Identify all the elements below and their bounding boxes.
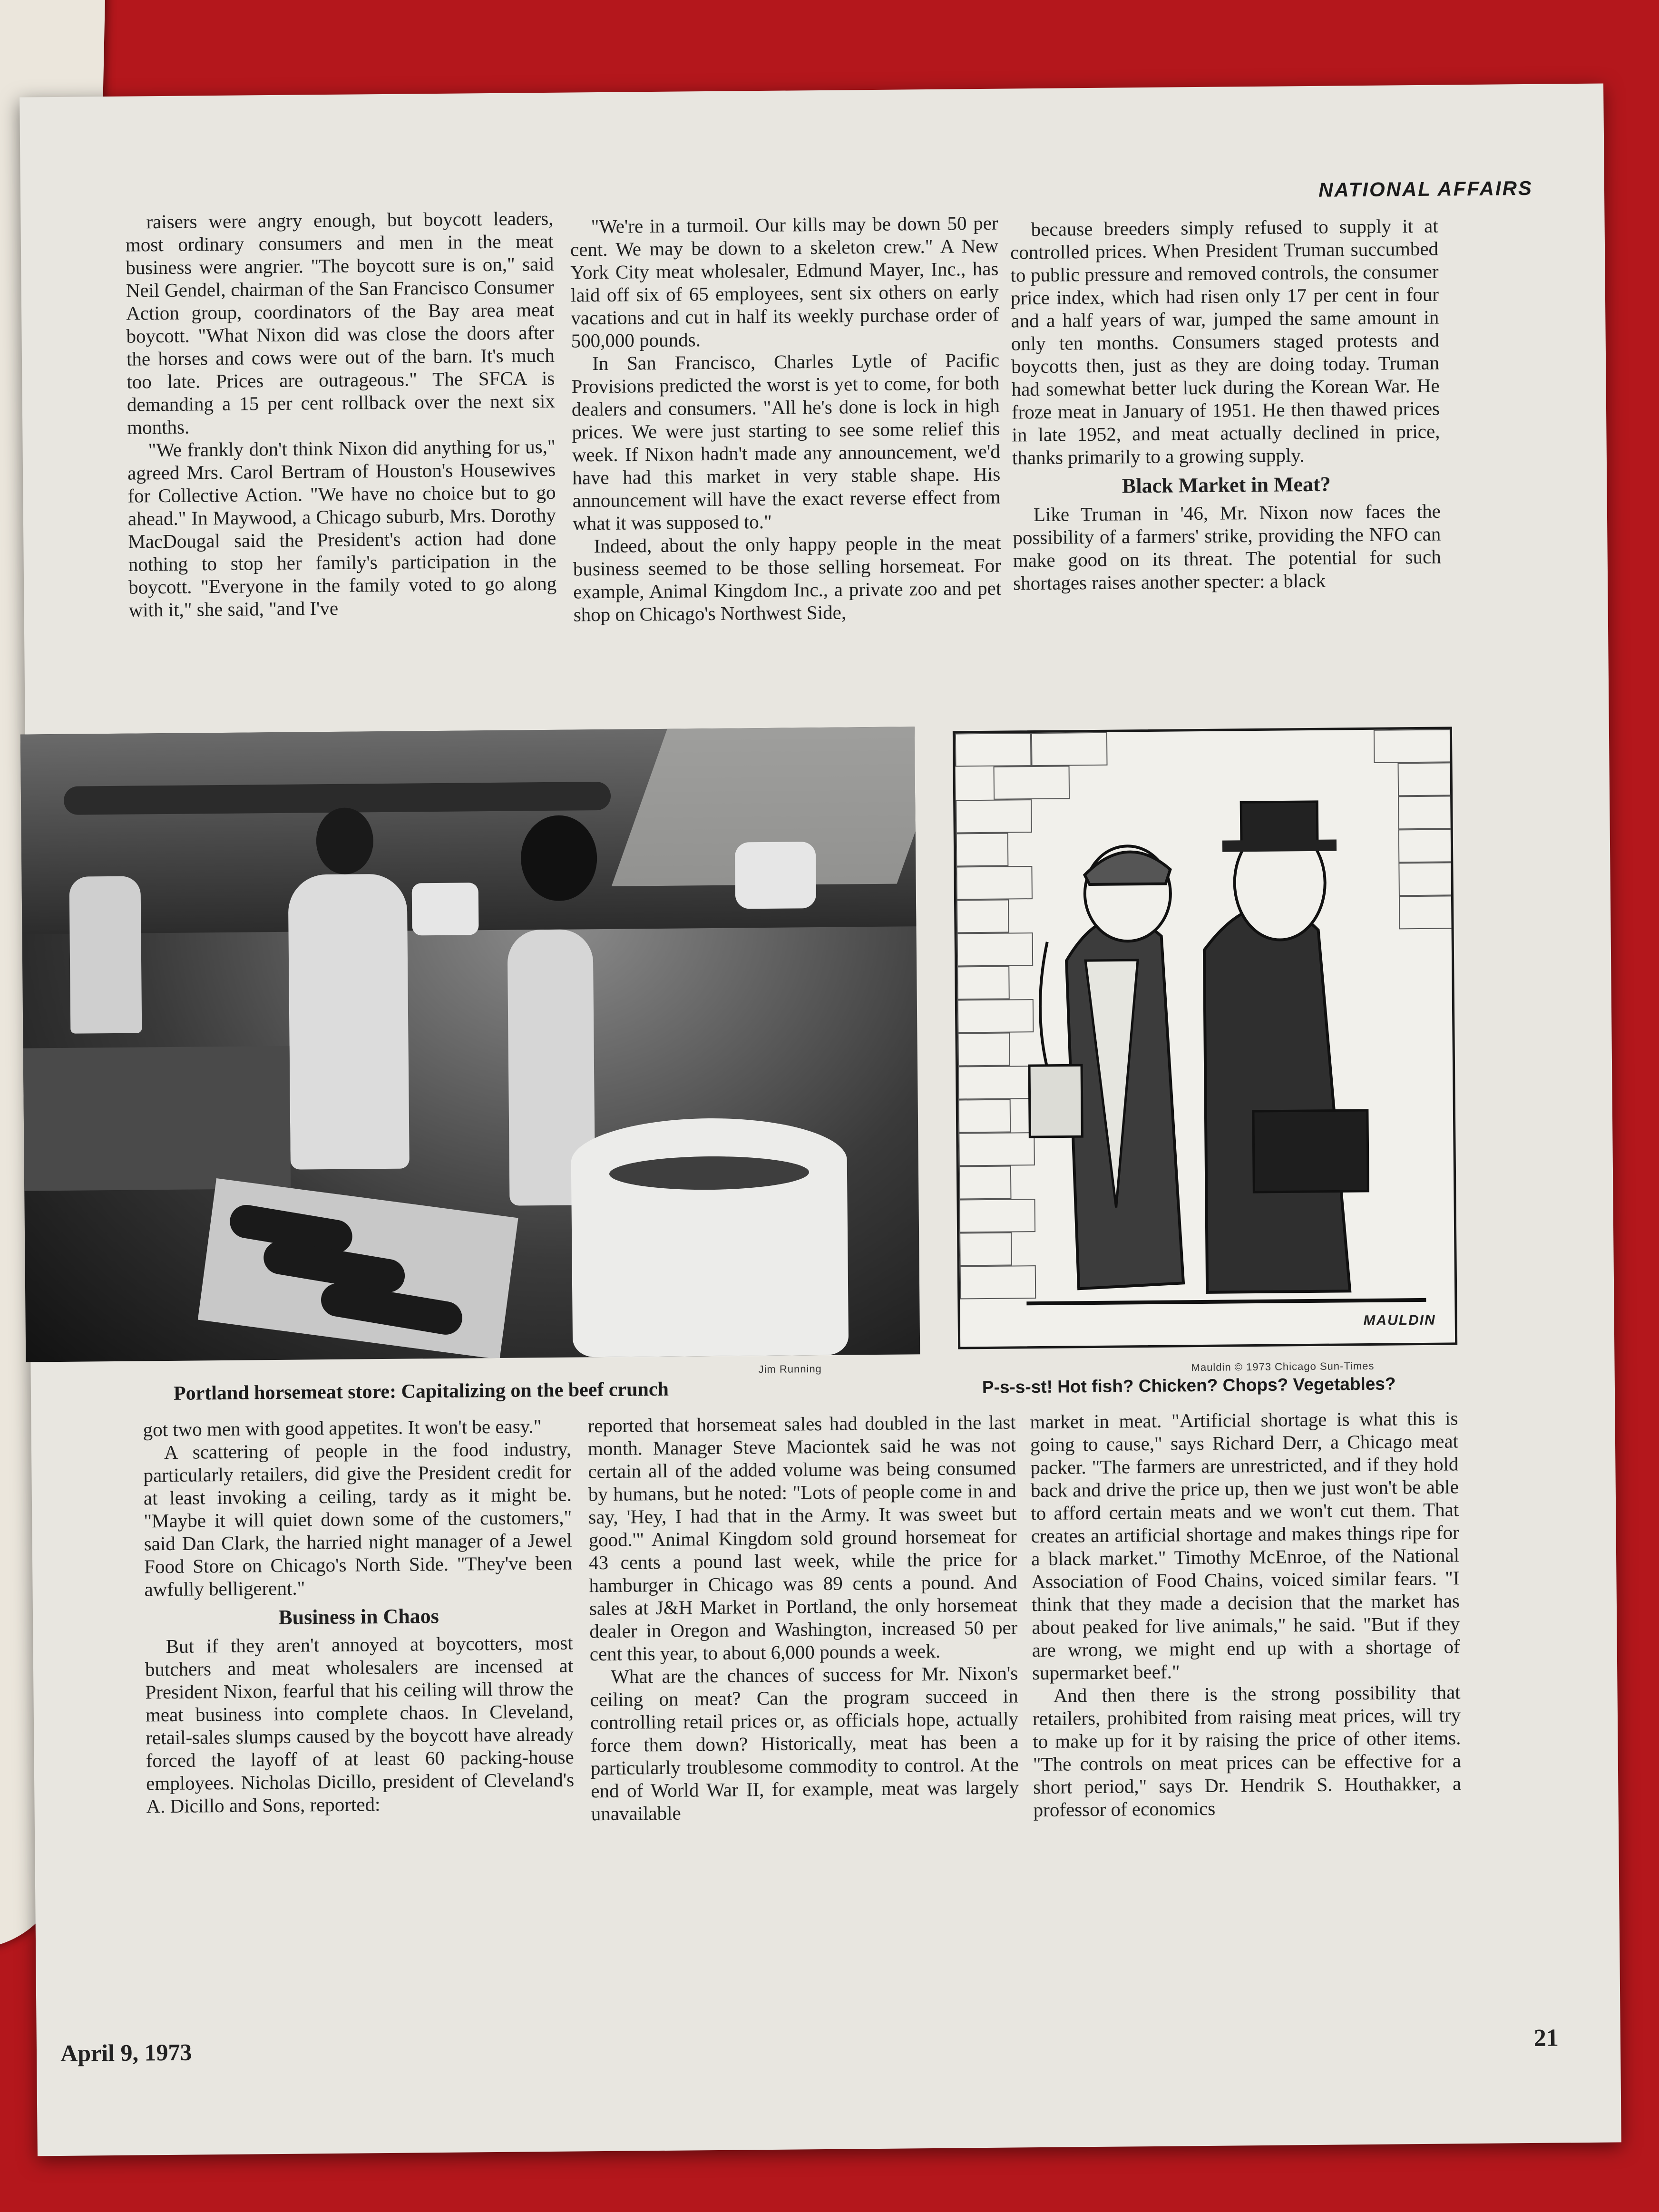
section-header: NATIONAL AFFAIRS <box>1318 176 1533 201</box>
article-column-4 <box>143 1415 574 1818</box>
photo-credit: Jim Running <box>758 1362 822 1376</box>
cartoonist-signature: MAULDIN <box>1363 1312 1436 1329</box>
paragraph: reported that horsemeat sales had doubled in the last month. Manager Steve Maciontek said he was not certain all of the added volume was being consumed by humans, but he noted: "Lots of people come in and say, 'Hey, I had that in the Army. It was sweet but good.'" Animal Kingdom sold ground horsemeat for 43 cents a pound last week, while the price for hamburger in Chicago was 89 cents a pound. And sales at J&H Market in Portland, the only horsemeat dealer in Oregon and Washington, increased 50 per cent this year, to about 6,000 pounds a week. <box>587 1411 1018 1665</box>
cartoon-caption: P-s-s-st! Hot fish? Chicken? Chops? Vegetables? <box>982 1374 1396 1397</box>
paragraph: A scattering of people in the food industry, particularly retailers, did give the President credit for at least invoking a ceiling, tardy as it might be. "Maybe it will quiet down some of the customers," said Dan Clark, the harried night manager of a Jewel Food Store on Chicago's North Side. "They've been awfully belligerent." <box>143 1437 573 1601</box>
paragraph: And then there is the strong possibility that retailers, prohibited from raising meat prices, will try to make up for it by raising the price of other items. "The controls on meat prices can be effective for a short period," says Dr. Hendrik S. Houthakker, a professor of economics <box>1032 1681 1462 1821</box>
paragraph: Indeed, about the only happy people in the meat business seemed to be those selling horsemeat. For example, Animal Kingdom Inc., a private zoo and pet shop on Chicago's Northwest Side, <box>573 531 1002 626</box>
paragraph: In San Francisco, Charles Lytle of Pacific Provisions predicted the worst is yet to come, for both dealers and consumers. "All he's done is lock in high prices. We were just starting to see some relief this week. If Nixon hadn't made any announcement, we'd have had this market in very stable shape. His announcement will have the exact reverse effect from what it was supposed to." <box>571 349 1001 534</box>
paragraph: "We're in a turmoil. Our kills may be down 50 per cent. We may be down to a skeleton crew." A New York City meat wholesaler, Edmund Mayer, Inc., has laid off six of 65 employees, sent six others on early vacations and cut in half its weekly purchase order of 500,000 pounds. <box>570 212 999 352</box>
cartoon-figures-illustration <box>955 729 1455 1347</box>
paragraph: Like Truman in '46, Mr. Nixon now faces the possibility of a farmers' strike, providing the NFO can make good on its threat. The potential for such shortages raises another specter: a black <box>1013 500 1441 594</box>
paragraph: market in meat. "Artificial shortage is what this is going to cause," says Richard Derr, a Chicago meat packer. "The farmers are unrestricted, and if they hold back and drive the price up, then we just won't be able to afford certain meats and we won't cut them. That creates an artificial shortage and makes things ripe for a black market." Timothy McEnroe, of the National Association of Food Chains, voiced similar fears. "I think that they made a decision that the market has about peaked for live animals," he said. "But if they are wrong, we might end up with a shortage of supermarket beef." <box>1030 1407 1460 1684</box>
article-column-5 <box>587 1410 1019 1825</box>
paragraph: raisers were angry enough, but boycott leaders, most ordinary consumers and men in the meat business were angrier. "The boycott sure is on," said Neil Gendel, chairman of the San Francisco Consumer Action group, coordinators of the Bay area meat boycott. "What Nixon did was close the doors after the horses and cows were out of the barn. It's much too late. Prices are outrageous." The SFCA is demanding a 15 per cent rollback over the next six months. <box>125 207 555 438</box>
page-number: 21 <box>1533 2024 1559 2052</box>
paragraph: got two men with good appetites. It won't be easy." <box>143 1415 542 1441</box>
cartoon-credit: Mauldin © 1973 Chicago Sun-Times <box>1191 1359 1375 1374</box>
paragraph: because breeders simply refused to supply it at controlled prices. When President Truman succumbed to public pressure and removed controls, the consumer price index, which had risen only 17 per cent in four and a half years of war, jumped the same amount in only ten months. Consumers staged protests and boycotts then, just as they are doing today. Truman had somewhat better luck during the Korean War. He froze meat in January of 1951. He then thawed prices in late 1952, and meat actually declined in price, thanks primarily to a growing supply. <box>1010 214 1440 469</box>
mauldin-cartoon <box>953 727 1457 1349</box>
issue-date: April 9, 1973 <box>60 2038 192 2067</box>
horsemeat-store-photo <box>20 727 920 1362</box>
article-column-3 <box>1010 214 1441 595</box>
subheading: Black Market in Meat? <box>1122 472 1331 498</box>
photo-caption: Portland horsemeat store: Capitalizing on the beef crunch <box>173 1378 669 1405</box>
subheading: Business in Chaos <box>278 1604 439 1629</box>
article-column-1 <box>125 207 557 621</box>
article-column-2 <box>570 212 1002 626</box>
magazine-page <box>20 84 1621 2156</box>
paragraph: "We frankly don't think Nixon did anything for us," agreed Mrs. Carol Bertram of Houston's Housewives for Collective Action. "We have no choice but to go ahead." In Maywood, a Chicago suburb, Mrs. Dorothy MacDougal said the President's action had done nothing to stop her family's participation in the boycott. "Everyone in the family voted to go along with it," she said, "and I've <box>127 435 557 621</box>
paragraph: What are the chances of success for Mr. Nixon's ceiling on meat? Can the program succeed in controlling retail prices or, as officials hope, actually force them down? Historically, meat has been a particularly troublesome commodity to control. At the end of World War II, for example, meat was largely unavailable <box>590 1662 1019 1825</box>
article-column-6 <box>1030 1407 1462 1821</box>
paragraph: But if they aren't annoyed at boycotters, most butchers and meat wholesalers are incensed at President Nixon, fearful that his ceiling will throw the meat business into complete chaos. In Cleveland, retail-sales slumps caused by the boycott have already forced the layoff of at least 60 packing-house employees. Nicholas Dicillo, president of Cleveland's A. Dicillo and Sons, reported: <box>145 1631 575 1817</box>
